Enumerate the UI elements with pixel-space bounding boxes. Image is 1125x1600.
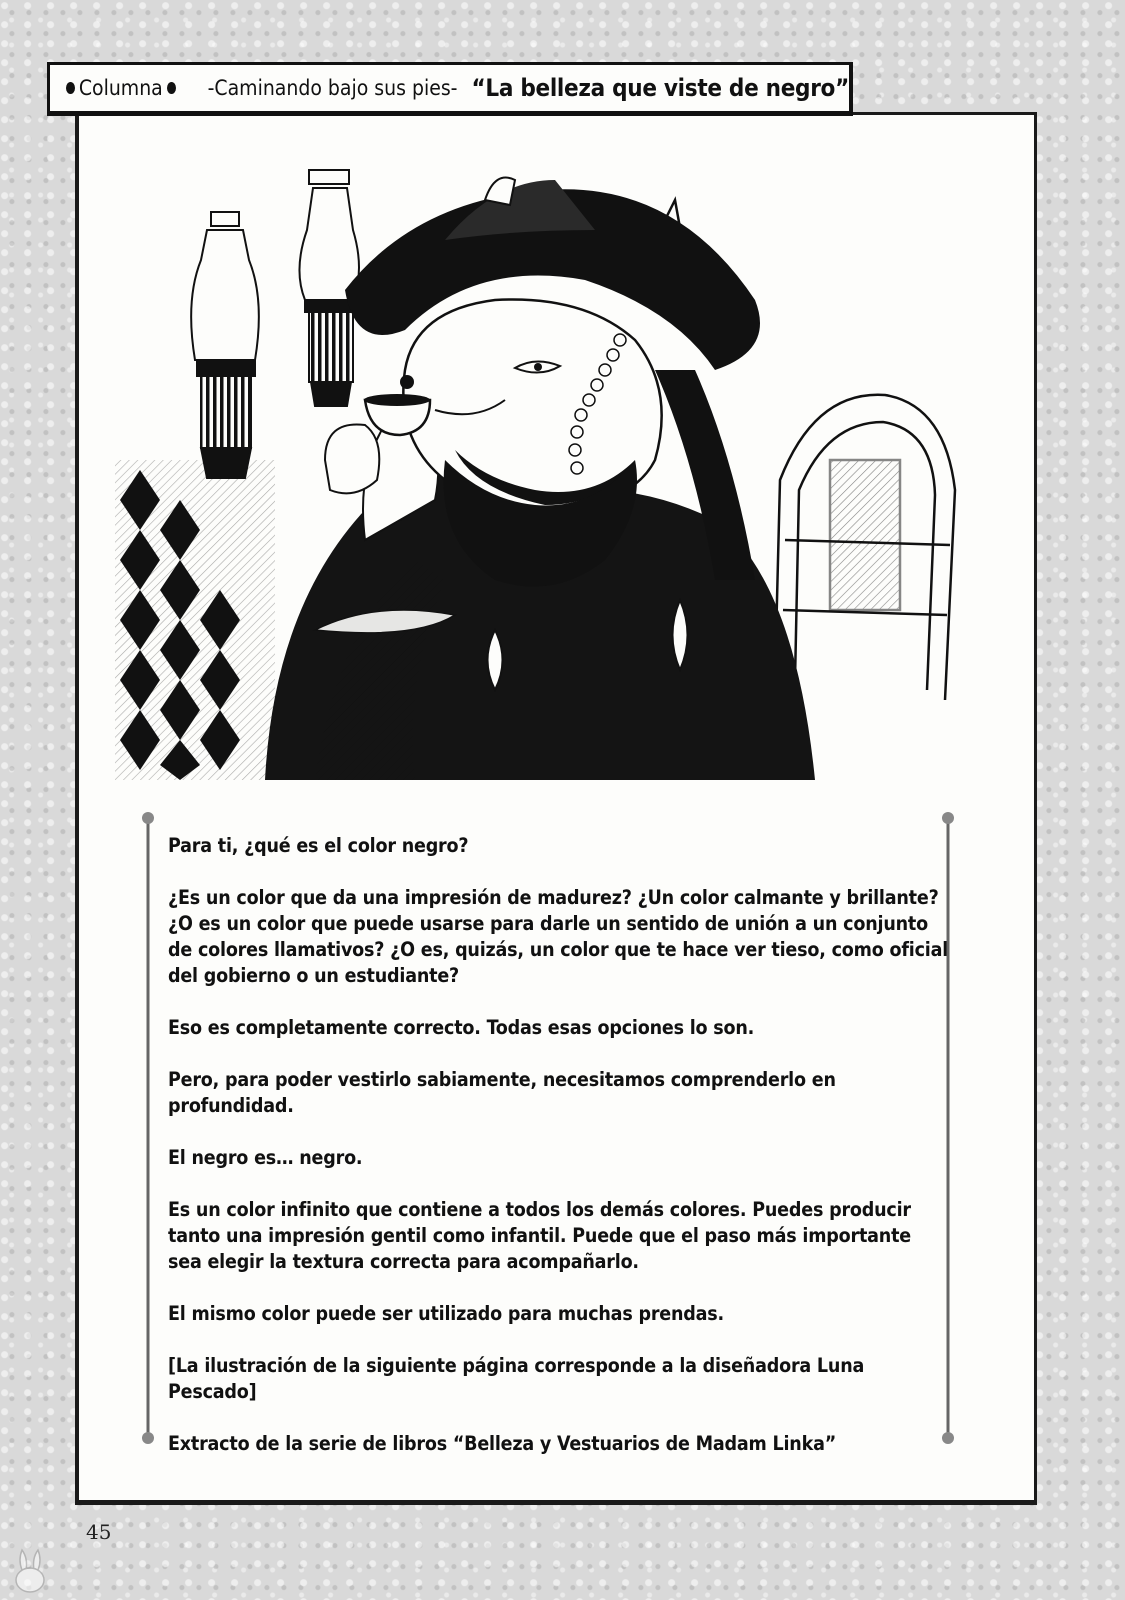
wolf-lady-illustration	[115, 160, 1005, 780]
body-paragraph: Extracto de la serie de libros “Belleza y Vestuarios de Madam Linka”	[168, 1432, 837, 1455]
body-paragraph: El mismo color puede ser utilizado para muchas prendas.	[168, 1302, 724, 1325]
column-body	[168, 833, 948, 1483]
column-subtitle: -Caminando bajo sus pies-	[207, 76, 458, 100]
column-text-panel	[138, 808, 958, 1455]
body-paragraph: [La ilustración de la siguiente página corresponde a la diseñadora Luna Pescado]	[168, 1354, 865, 1403]
body-paragraph: Para ti, ¿qué es el color negro?	[168, 834, 469, 857]
bunny-icon	[10, 1548, 50, 1594]
wicker-chair	[775, 395, 955, 700]
body-paragraph: El negro es… negro.	[168, 1146, 363, 1169]
bullet-icon	[66, 82, 75, 94]
body-paragraph: Es un color infinito que contiene a todos los demás colores. Puedes producir tanto una impresión gentil como infantil. Puede que el paso más importante sea elegir la textura correcta para acompañarlo.	[168, 1198, 911, 1273]
body-paragraph: Pero, para poder vestirlo sabiamente, necesitamos comprenderlo en profundidad.	[168, 1068, 836, 1117]
lamp-left	[191, 212, 259, 478]
harlequin-pattern	[115, 460, 275, 780]
left-bracket-icon	[138, 808, 160, 1448]
page-number: 45	[86, 1520, 112, 1544]
body-paragraph: Eso es completamente correcto. Todas esas opciones lo son.	[168, 1016, 755, 1039]
column-label: Columna	[78, 76, 163, 100]
right-bracket-icon	[936, 808, 958, 1448]
column-header	[47, 62, 853, 116]
column-title: “La belleza que viste de negro”	[471, 74, 849, 102]
body-paragraph: ¿Es un color que da una impresión de madurez? ¿Un color calmante y brillante? ¿O es un color que puede usarse para darle un sentido de unión a un conjunto de colores llamativos? ¿O es, quizás, un color que te hace ver tieso, como oficial del gobierno o un estudiante?	[168, 886, 949, 987]
bullet-icon	[167, 82, 176, 94]
